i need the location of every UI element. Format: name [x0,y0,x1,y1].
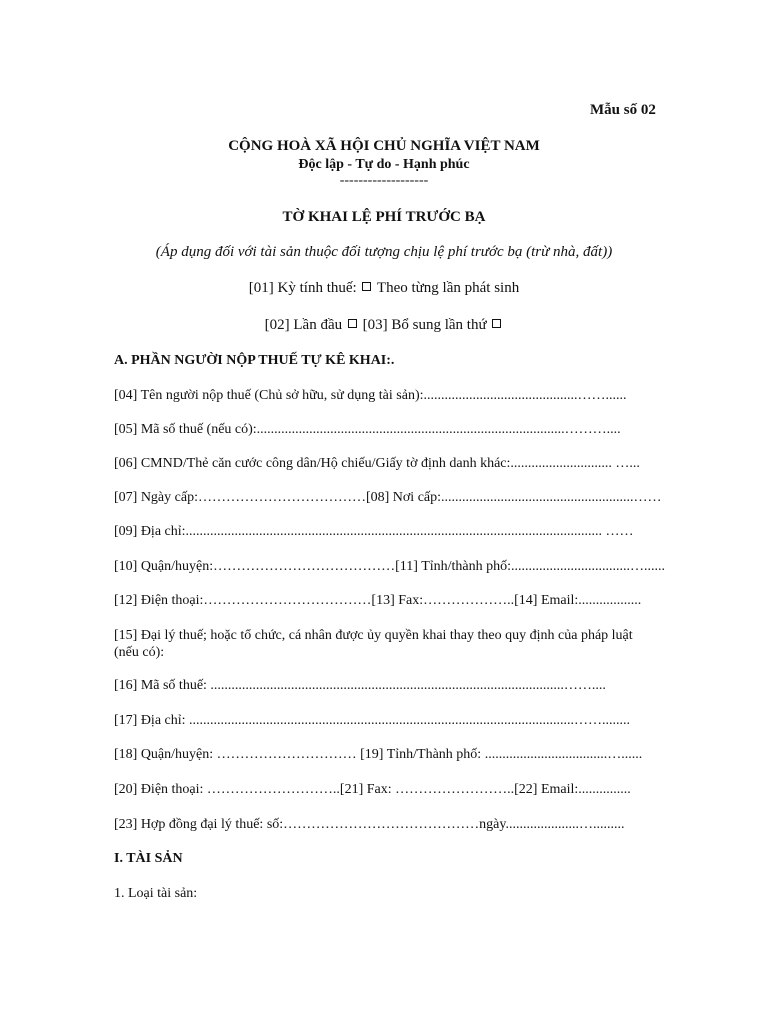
first-submission-label: [02] Lần đầu [264,317,343,333]
national-motto: Độc lập - Tự do - Hạnh phúc [298,157,470,172]
form-number: Mẫu số 02 [590,102,656,118]
field-18-19-agent-district-province[interactable]: [18] Quận/huyện: ………………………… [19] Tỉnh/Thành phố: ...................................…...... [114,747,643,762]
field-06-id-document[interactable]: [06] CMND/Thẻ căn cước công dân/Hộ chiếu/Giấy tờ định danh khác:............................. …... [114,456,640,471]
tax-period-option: Theo từng lần phát sinh [376,280,520,296]
tax-period-checkbox[interactable] [362,282,371,291]
asset-type-field[interactable]: 1. Loại tài sản: [114,886,198,901]
supplement-checkbox[interactable] [492,319,501,328]
field-04-taxpayer-name[interactable]: [04] Tên người nộp thuế (Chủ sở hữu, sử dụng tài sản):............................................……...... [114,388,627,403]
field-12-14-contact[interactable]: [12] Điện thoại:………………………………[13] Fax:………………..[14] Email:.................. [114,593,642,608]
field-23-agent-contract[interactable]: [23] Hợp đồng đại lý thuế: số:……………………………………ngày.....................…......... [114,817,625,832]
header-divider: ------------------- [339,173,429,188]
field-09-address[interactable]: [09] Địa chỉ:....................................................................................................................... …… [114,524,634,539]
tax-period-row [0,280,768,297]
section-a-heading: A. PHẦN NGƯỜI NỘP THUẾ TỰ KÊ KHAI:. [114,353,395,368]
field-05-tax-code[interactable]: [05] Mã số thuế (nếu có):........................................................................................……….... [114,422,621,437]
field-16-agent-tax-code[interactable]: [16] Mã số thuế: .....................................................................................................…….... [114,678,606,693]
national-title: CỘNG HOÀ XÃ HỘI CHỦ NGHĨA VIỆT NAM [228,138,540,154]
tax-period-label: [01] Kỳ tính thuế: [248,280,357,296]
supplement-label: [03] Bổ sung lần thứ [362,317,487,333]
section-i-heading: I. TÀI SẢN [114,851,183,866]
submission-type-row [0,317,768,334]
form-title: TỜ KHAI LỆ PHÍ TRƯỚC BẠ [282,209,486,225]
field-10-11-district-province[interactable]: [10] Quận/huyện:…………………………………[11] Tỉnh/thành phố:..................................…...... [114,559,666,574]
form-subtitle: (Áp dụng đối với tài sản thuộc đối tượng chịu lệ phí trước bạ (trừ nhà, đất)) [155,244,613,260]
field-15-tax-agent: [15] Đại lý thuế; hoặc tổ chức, cá nhân được ủy quyền khai thay theo quy định của pháp luật (nếu có): [114,628,633,660]
field-17-agent-address[interactable]: [17] Địa chỉ: ..............................................................................................................……........ [114,713,631,728]
first-submission-checkbox[interactable] [348,319,357,328]
field-07-08-issue-date-place[interactable]: [07] Ngày cấp:………………………………[08] Nơi cấp:.......................................................…… [114,490,662,505]
field-20-22-agent-contact[interactable]: [20] Điện thoại: ………………………..[21] Fax: ……………………..[22] Email:............... [114,782,631,797]
